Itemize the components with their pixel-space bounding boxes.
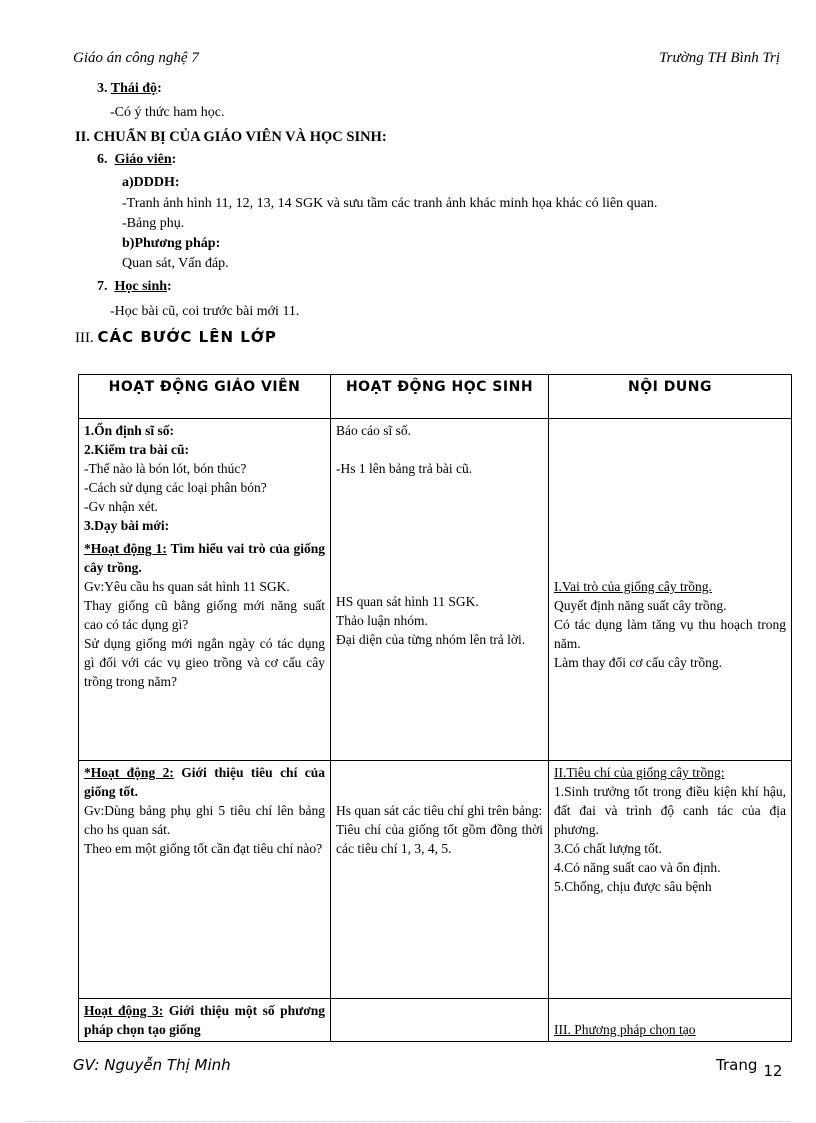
student-text: -Học bài cũ, coi trước bài mới 11. [110, 304, 300, 319]
row1-gv-l2: 2.Kiểm tra bài cũ: [84, 442, 189, 457]
row2-gv-activity [84, 763, 325, 801]
row3-gv-act-label: Hoạt động 3: [84, 1003, 164, 1018]
row2-nd-l4: 5.Chống, chịu được sâu bệnh [554, 879, 712, 894]
row1-gv-l9: Sử dụng giống mới ngắn ngày có tác dụng gì đối với các vụ gieo trồng và cơ cấu cây trồng trong năm? [84, 636, 325, 689]
teacher-ddh-line1: -Tranh ảnh hình 11, 12, 13, 14 SGK và sưu tầm các tranh ảnh khác minh họa khác có liên quan. [122, 196, 658, 211]
section-3-label: CÁC BƯỚC LÊN LỚP [97, 328, 277, 346]
student-title: Học sinh [114, 279, 168, 294]
row2-nd-l1: 1.Sinh trưởng tốt trong điều kiện khí hậu, đất đai và trình độ canh tác của địa phương. [554, 784, 786, 837]
table-header-row [79, 375, 792, 419]
row2-nd-l3: 4.Có năng suất cao và ổn định. [554, 860, 721, 875]
row2-nd-title: II.Tiêu chí của giống cây trồng: [554, 765, 725, 780]
section-3-prefix: III. [75, 330, 98, 346]
row2-nd-l2: 3.Có chất lượng tốt. [554, 841, 662, 856]
row1-nd-l1: Quyết định năng suất cây trồng. [554, 598, 727, 613]
row1-gv-l3: -Thế nào là bón lót, bón thúc? [84, 461, 247, 476]
teacher-heading [97, 151, 176, 169]
row3-nd-cell [549, 999, 792, 1042]
row2-gv-l1: Gv:Dùng bảng phụ ghi 5 tiêu chí lên bảng cho hs quan sát. [84, 803, 325, 837]
row2-gv-cell [79, 761, 331, 999]
row2-hs-l2: Tiêu chí của giống tốt gồm đồng thời các tiêu chí 1, 3, 4, 5. [336, 822, 543, 856]
footer-page [716, 1056, 783, 1080]
lesson-table [78, 374, 792, 1042]
teacher-title: Giáo viên [114, 152, 172, 167]
row2-hs-l1: Hs quan sát các tiêu chí ghi trên bảng: [336, 803, 543, 818]
header-right: Trường TH Bình Trị [659, 50, 780, 66]
row1-hs-l4: Thảo luận nhóm. [336, 613, 428, 628]
student-heading [97, 278, 172, 296]
footer-page-label: Trang [716, 1056, 758, 1074]
row2-nd-cell [549, 761, 792, 999]
row1-hs-l1: Báo cáo sĩ số. [336, 423, 411, 438]
row1-gv-l7: Gv:Yêu cầu hs quan sát hình 11 SGK. [84, 579, 290, 594]
attitude-heading [97, 80, 162, 98]
attitude-title: Thái độ [110, 81, 158, 96]
header-hs: HOẠT ĐỘNG HỌC SINH [331, 375, 549, 419]
row3-gv-cell [79, 999, 331, 1042]
table-row-2 [79, 761, 792, 999]
row1-gv-l6: 3.Dạy bài mới: [84, 518, 170, 533]
row1-gv-cell [79, 419, 331, 761]
row1-gv-l4: -Cách sử dụng các loại phân bón? [84, 480, 267, 495]
row1-hs-cell [331, 419, 549, 761]
section-3-title [75, 328, 277, 347]
header-gv: HOẠT ĐỘNG GIÁO VIÊN [79, 375, 331, 419]
row1-gv-activity [84, 539, 325, 577]
row3-gv-activity [84, 1001, 325, 1039]
teacher-num: 6. [97, 152, 108, 167]
row2-hs-cell [331, 761, 549, 999]
footer-teacher: GV: Nguyễn Thị Minh [73, 1056, 231, 1074]
row1-gv-l1: 1.Ổn định sĩ số: [84, 423, 175, 438]
row1-hs-l3: HS quan sát hình 11 SGK. [336, 594, 479, 609]
row1-nd-cell [549, 419, 792, 761]
section-2-title: II. CHUẨN BỊ CỦA GIÁO VIÊN VÀ HỌC SINH: [75, 129, 387, 145]
row2-gv-act-text: Giới thiệu tiêu chí của giống tốt. [84, 765, 325, 799]
student-colon: : [167, 279, 172, 294]
teacher-ddh: a)DDDH: [122, 175, 180, 190]
header-nd: NỘI DUNG [549, 375, 792, 419]
row3-gv-act-text: Giới thiệu một số phương pháp chọn tạo giống [84, 1003, 326, 1037]
row1-gv-l5: -Gv nhận xét. [84, 499, 158, 514]
teacher-method: b)Phương pháp: [122, 236, 221, 251]
row1-hs-l2: -Hs 1 lên bảng trả bài cũ. [336, 461, 473, 476]
header-left: Giáo án công nghệ 7 [73, 50, 199, 66]
attitude-num: 3. [97, 81, 108, 96]
row1-gv-act-text: Tìm hiểu vai trò của giống cây trồng. [84, 541, 326, 575]
page-bottom-divider [26, 1121, 790, 1122]
row2-gv-l2: Theo em một giống tốt cần đạt tiêu chí nào? [84, 841, 323, 856]
teacher-ddh-line2: -Bảng phụ. [122, 216, 185, 231]
row3-nd-title: III. Phương pháp chọn tạo [554, 1022, 696, 1037]
table-row-1 [79, 419, 792, 761]
row1-hs-l5: Đại diện của từng nhóm lên trả lời. [336, 632, 526, 647]
student-num: 7. [97, 279, 108, 294]
teacher-colon: : [171, 152, 177, 167]
table-row-3 [79, 999, 792, 1042]
row3-hs-cell [331, 999, 549, 1042]
row2-gv-act-label: *Hoạt động 2: [84, 765, 174, 780]
attitude-colon: : [157, 81, 162, 96]
row1-nd-l2: Có tác dụng làm tăng vụ thu hoạch trong năm. [554, 617, 786, 651]
row1-gv-l8: Thay giống cũ bằng giống mới năng suất cao có tác dụng gì? [84, 598, 325, 632]
footer-page-number: 12 [763, 1062, 783, 1080]
teacher-method-text: Quan sát, Vấn đáp. [122, 256, 229, 271]
attitude-text: -Có ý thức ham học. [110, 105, 225, 120]
row1-nd-l3: Làm thay đổi cơ cấu cây trồng. [554, 655, 722, 670]
row1-gv-act-label: *Hoạt động 1: [84, 541, 167, 556]
row1-nd-title: I.Vai trò của giống cây trồng. [554, 579, 712, 594]
